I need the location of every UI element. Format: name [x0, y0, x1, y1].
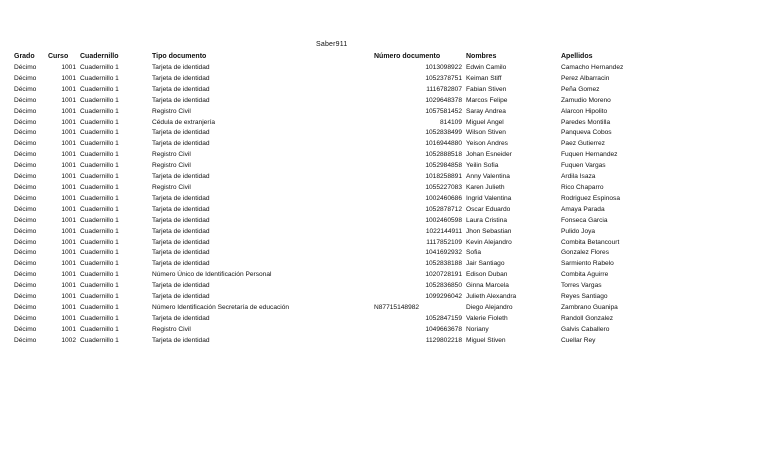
cell-grado: Décimo — [14, 325, 37, 333]
table-row — [14, 183, 671, 194]
cell-tipo-documento: Tarjeta de identidad — [152, 314, 210, 322]
cell-cuadernillo: Cuadernillo 1 — [80, 64, 119, 71]
cell-cuadernillo: Cuadernillo 1 — [80, 173, 119, 181]
cell-nombres: Fabian Stiven — [466, 85, 507, 93]
cell-numero-documento: N87715148982 — [374, 303, 420, 311]
header-numero-documento: Número documento — [374, 52, 441, 60]
cell-cuadernillo: Cuadernillo 1 — [80, 282, 119, 290]
cell-nombres: Valerie Fioleth — [466, 314, 508, 322]
cell-apellidos: Peña Gomez — [561, 85, 600, 93]
header-nombres: Nombres — [466, 52, 497, 60]
cell-numero-documento: 1129802218 — [425, 336, 462, 344]
cell-numero-documento: 1052847159 — [425, 314, 462, 322]
cell-nombres: Edison Duban — [466, 271, 508, 279]
cell-cuadernillo: Cuadernillo 1 — [80, 249, 119, 257]
cell-numero-documento: 1029648378 — [425, 96, 462, 104]
cell-grado: Décimo — [14, 74, 37, 82]
cell-tipo-documento: Tarjeta de identidad — [152, 96, 210, 104]
cell-cuadernillo: Cuadernillo 1 — [80, 238, 119, 246]
cell-apellidos: Fuquen Vargas — [561, 162, 606, 170]
cell-curso: 1001 — [61, 162, 76, 170]
cell-nombres: Oscar Eduardo — [466, 205, 511, 213]
cell-tipo-documento: Tarjeta de identidad — [152, 249, 210, 257]
cell-cuadernillo: Cuadernillo 1 — [80, 96, 119, 104]
cell-curso: 1001 — [61, 227, 76, 235]
cell-numero-documento: 1041692932 — [425, 249, 462, 257]
cell-grado: Décimo — [14, 118, 37, 126]
cell-apellidos: Ardila Isaza — [561, 173, 596, 181]
cell-nombres: Yeison Andres — [466, 140, 508, 148]
cell-nombres: Jhon Sebastian — [466, 227, 512, 235]
cell-numero-documento: 1052878712 — [425, 205, 462, 213]
cell-numero-documento: 1016944880 — [425, 140, 462, 148]
cell-tipo-documento: Registro Civil — [152, 107, 191, 115]
cell-grado: Décimo — [14, 140, 37, 148]
table-row — [14, 227, 671, 238]
cell-tipo-documento: Tarjeta de identidad — [152, 74, 210, 82]
cell-curso: 1001 — [61, 118, 76, 126]
cell-tipo-documento: Registro Civil — [152, 162, 191, 170]
cell-curso: 1001 — [61, 205, 76, 213]
cell-grado: Décimo — [14, 173, 37, 181]
table-row — [14, 325, 671, 336]
table-row — [14, 216, 671, 227]
cell-nombres: Kevin Alejandro — [466, 238, 512, 246]
table-body — [14, 63, 671, 347]
cell-curso: 1001 — [61, 249, 76, 257]
cell-numero-documento: 1099296042 — [425, 293, 462, 301]
table-row — [14, 205, 671, 216]
header-apellidos: Apellidos — [561, 52, 593, 60]
cell-cuadernillo: Cuadernillo 1 — [80, 151, 119, 159]
cell-curso: 1001 — [61, 183, 76, 191]
cell-numero-documento: 1052984858 — [425, 162, 462, 170]
cell-tipo-documento: Número Identificación Secretaría de educación — [152, 303, 290, 311]
cell-cuadernillo: Cuadernillo 1 — [80, 107, 119, 115]
cell-apellidos: Gonzalez Flores — [561, 249, 610, 257]
cell-cuadernillo: Cuadernillo 1 — [80, 216, 119, 224]
cell-cuadernillo: Cuadernillo 1 — [80, 85, 119, 93]
table-row — [14, 281, 671, 292]
cell-cuadernillo: Cuadernillo 1 — [80, 205, 119, 213]
cell-curso: 1001 — [61, 129, 76, 137]
cell-numero-documento: 1052838188 — [425, 260, 462, 268]
cell-apellidos: Fonseca Garcia — [561, 216, 608, 224]
cell-curso: 1002 — [61, 336, 76, 344]
cell-curso: 1001 — [61, 314, 76, 322]
header-cuadernillo: Cuadernillo — [80, 52, 119, 60]
cell-apellidos: Rodriguez Espinosa — [561, 194, 621, 202]
cell-nombres: Ingrid Valentina — [466, 194, 512, 202]
cell-cuadernillo: Cuadernillo 1 — [80, 314, 119, 322]
cell-nombres: Yeilin Sofia — [466, 162, 499, 170]
cell-apellidos: Sarmiento Rabelo — [561, 260, 614, 268]
cell-grado: Décimo — [14, 129, 37, 137]
cell-nombres: Noriany — [466, 325, 489, 333]
cell-curso: 1001 — [61, 282, 76, 290]
cell-curso: 1001 — [61, 74, 76, 82]
cell-grado: Décimo — [14, 85, 37, 93]
table-row — [14, 303, 671, 314]
cell-nombres: Johan Esneider — [466, 151, 512, 159]
cell-cuadernillo: Cuadernillo 1 — [80, 293, 119, 301]
cell-numero-documento: 1057581452 — [425, 107, 462, 115]
cell-apellidos: Pulido Joya — [561, 227, 596, 235]
cell-apellidos: Perez Albarracin — [561, 74, 610, 82]
cell-cuadernillo: Cuadernillo 1 — [80, 194, 119, 202]
cell-grado: Décimo — [14, 260, 37, 268]
cell-tipo-documento: Tarjeta de identidad — [152, 173, 210, 181]
table-row — [14, 292, 671, 303]
cell-curso: 1001 — [61, 96, 76, 104]
cell-numero-documento: 1002460686 — [425, 194, 462, 202]
cell-tipo-documento: Tarjeta de identidad — [152, 260, 210, 268]
cell-cuadernillo: Cuadernillo 1 — [80, 325, 119, 333]
cell-grado: Décimo — [14, 107, 37, 115]
cell-tipo-documento: Tarjeta de identidad — [152, 140, 210, 148]
cell-curso: 1001 — [61, 271, 76, 279]
cell-apellidos: Galvis Caballero — [561, 325, 610, 333]
cell-apellidos: Amaya Parada — [561, 205, 605, 213]
table-row — [14, 270, 671, 281]
cell-apellidos: Paredes Montilla — [561, 118, 611, 126]
cell-tipo-documento: Tarjeta de identidad — [152, 85, 210, 93]
cell-cuadernillo: Cuadernillo 1 — [80, 336, 119, 344]
cell-nombres: Karen Julieth — [466, 183, 505, 191]
cell-nombres: Marcos Felipe — [466, 96, 508, 104]
table-row — [14, 248, 671, 259]
table-row — [14, 259, 671, 270]
cell-numero-documento: 1052836850 — [425, 282, 462, 290]
cell-grado: Décimo — [14, 271, 37, 279]
cell-apellidos: Panqueva Cobos — [561, 129, 612, 137]
cell-nombres: Miguel Angel — [466, 118, 504, 126]
cell-grado: Décimo — [14, 183, 37, 191]
header-grado: Grado — [14, 52, 35, 60]
table-row — [14, 172, 671, 183]
cell-numero-documento: 1055227083 — [425, 183, 462, 191]
cell-grado: Décimo — [14, 303, 37, 311]
cell-apellidos: Zamudio Moreno — [561, 96, 611, 104]
cell-apellidos: Fuquen Hernandez — [561, 151, 618, 159]
cell-tipo-documento: Registro Civil — [152, 151, 191, 159]
cell-curso: 1001 — [61, 140, 76, 148]
header-curso: Curso — [48, 52, 69, 60]
cell-nombres: Anny Valentina — [466, 173, 510, 181]
cell-cuadernillo: Cuadernillo 1 — [80, 260, 119, 268]
cell-curso: 1001 — [61, 303, 76, 311]
cell-nombres: Diego Alejandro — [466, 303, 513, 311]
table-row — [14, 96, 671, 107]
cell-apellidos: Reyes Santiago — [561, 293, 608, 301]
cell-cuadernillo: Cuadernillo 1 — [80, 140, 119, 148]
cell-nombres: Ginna Marcela — [466, 282, 509, 290]
cell-tipo-documento: Registro Civil — [152, 183, 191, 191]
cell-nombres: Saray Andrea — [466, 107, 506, 115]
cell-curso: 1001 — [61, 64, 76, 71]
table-row — [14, 194, 671, 205]
cell-nombres: Sofia — [466, 249, 482, 257]
cell-apellidos: Randoll Gonzalez — [561, 314, 614, 322]
table-row — [14, 63, 671, 74]
cell-tipo-documento: Tarjeta de identidad — [152, 336, 210, 344]
cell-grado: Décimo — [14, 238, 37, 246]
cell-grado: Décimo — [14, 293, 37, 301]
cell-curso: 1001 — [61, 216, 76, 224]
cell-grado: Décimo — [14, 314, 37, 322]
cell-apellidos: Cuellar Rey — [561, 336, 596, 344]
header-row — [14, 51, 671, 63]
cell-tipo-documento: Tarjeta de identidad — [152, 293, 210, 301]
table-row — [14, 161, 671, 172]
cell-curso: 1001 — [61, 107, 76, 115]
cell-grado: Décimo — [14, 227, 37, 235]
cell-tipo-documento: Cédula de extranjería — [152, 118, 216, 126]
cell-curso: 1001 — [61, 85, 76, 93]
students-table — [14, 51, 671, 347]
table-row — [14, 118, 671, 129]
table-row — [14, 150, 671, 161]
cell-tipo-documento: Tarjeta de identidad — [152, 227, 210, 235]
cell-cuadernillo: Cuadernillo 1 — [80, 227, 119, 235]
cell-apellidos: Combita Aguirre — [561, 271, 609, 279]
cell-nombres: Miguel Stiven — [466, 336, 506, 344]
table-row — [14, 128, 671, 139]
cell-cuadernillo: Cuadernillo 1 — [80, 303, 119, 311]
cell-apellidos: Zambrano Guanipa — [561, 303, 618, 311]
cell-tipo-documento: Tarjeta de identidad — [152, 194, 210, 202]
cell-curso: 1001 — [61, 194, 76, 202]
cell-nombres: Laura Cristina — [466, 216, 508, 224]
table-row — [14, 85, 671, 96]
cell-apellidos: Combita Betancourt — [561, 238, 620, 246]
cell-grado: Décimo — [14, 205, 37, 213]
cell-tipo-documento: Registro Civil — [152, 325, 191, 333]
cell-apellidos: Torres Vargas — [561, 282, 602, 290]
cell-grado: Décimo — [14, 249, 37, 257]
cell-grado: Décimo — [14, 162, 37, 170]
cell-nombres: Julieth Alexandra — [466, 293, 517, 301]
cell-curso: 1001 — [61, 293, 76, 301]
cell-curso: 1001 — [61, 260, 76, 268]
cell-apellidos: Paez Gutierrez — [561, 140, 605, 148]
cell-tipo-documento: Tarjeta de identidad — [152, 129, 210, 137]
cell-cuadernillo: Cuadernillo 1 — [80, 118, 119, 126]
cell-grado: Décimo — [14, 216, 37, 224]
cell-tipo-documento: Tarjeta de identidad — [152, 216, 210, 224]
cell-grado: Décimo — [14, 96, 37, 104]
cell-tipo-documento: Número Único de Identificación Personal — [152, 271, 272, 279]
cell-apellidos: Rico Chaparro — [561, 183, 604, 191]
cell-grado: Décimo — [14, 282, 37, 290]
cell-apellidos: Alarcon Hipolito — [561, 107, 608, 115]
cell-grado: Décimo — [14, 336, 37, 344]
table-row — [14, 107, 671, 118]
cell-cuadernillo: Cuadernillo 1 — [80, 162, 119, 170]
cell-numero-documento: 814109 — [439, 118, 462, 126]
cell-nombres: Wilson Stiven — [466, 129, 506, 137]
cell-grado: Décimo — [14, 64, 37, 71]
cell-numero-documento: 1018258891 — [425, 173, 462, 181]
cell-curso: 1001 — [61, 325, 76, 333]
cell-tipo-documento: Tarjeta de identidad — [152, 238, 210, 246]
cell-cuadernillo: Cuadernillo 1 — [80, 129, 119, 137]
sheet-title: Saber911 — [316, 41, 348, 48]
table-row — [14, 336, 671, 347]
cell-apellidos: Camacho Hernandez — [561, 64, 624, 71]
cell-grado: Décimo — [14, 151, 37, 159]
cell-grado: Décimo — [14, 194, 37, 202]
cell-numero-documento: 1052838499 — [425, 129, 462, 137]
table-row — [14, 314, 671, 325]
cell-numero-documento: 1022144911 — [425, 227, 462, 235]
cell-tipo-documento: Tarjeta de identidad — [152, 64, 210, 71]
cell-numero-documento: 1013098922 — [425, 64, 462, 71]
cell-nombres: Edwin Camilo — [466, 64, 507, 71]
cell-numero-documento: 1020728191 — [425, 271, 462, 279]
cell-cuadernillo: Cuadernillo 1 — [80, 183, 119, 191]
cell-numero-documento: 1117852109 — [426, 238, 462, 246]
cell-cuadernillo: Cuadernillo 1 — [80, 74, 119, 82]
cell-numero-documento: 1052888518 — [425, 151, 462, 159]
header-tipo-documento: Tipo documento — [152, 52, 207, 60]
cell-cuadernillo: Cuadernillo 1 — [80, 271, 119, 279]
cell-nombres: Jair Santiago — [466, 260, 505, 268]
cell-numero-documento: 1052378751 — [425, 74, 462, 82]
cell-tipo-documento: Tarjeta de identidad — [152, 282, 210, 290]
cell-numero-documento: 1116782807 — [426, 85, 462, 93]
table-row — [14, 139, 671, 150]
cell-numero-documento: 1049663678 — [425, 325, 462, 333]
cell-curso: 1001 — [61, 173, 76, 181]
cell-numero-documento: 1002460598 — [425, 216, 462, 224]
cell-nombres: Keiman Stiff — [466, 74, 502, 82]
cell-curso: 1001 — [61, 151, 76, 159]
cell-tipo-documento: Tarjeta de identidad — [152, 205, 210, 213]
table-row — [14, 238, 671, 249]
cell-curso: 1001 — [61, 238, 76, 246]
table-row — [14, 74, 671, 85]
